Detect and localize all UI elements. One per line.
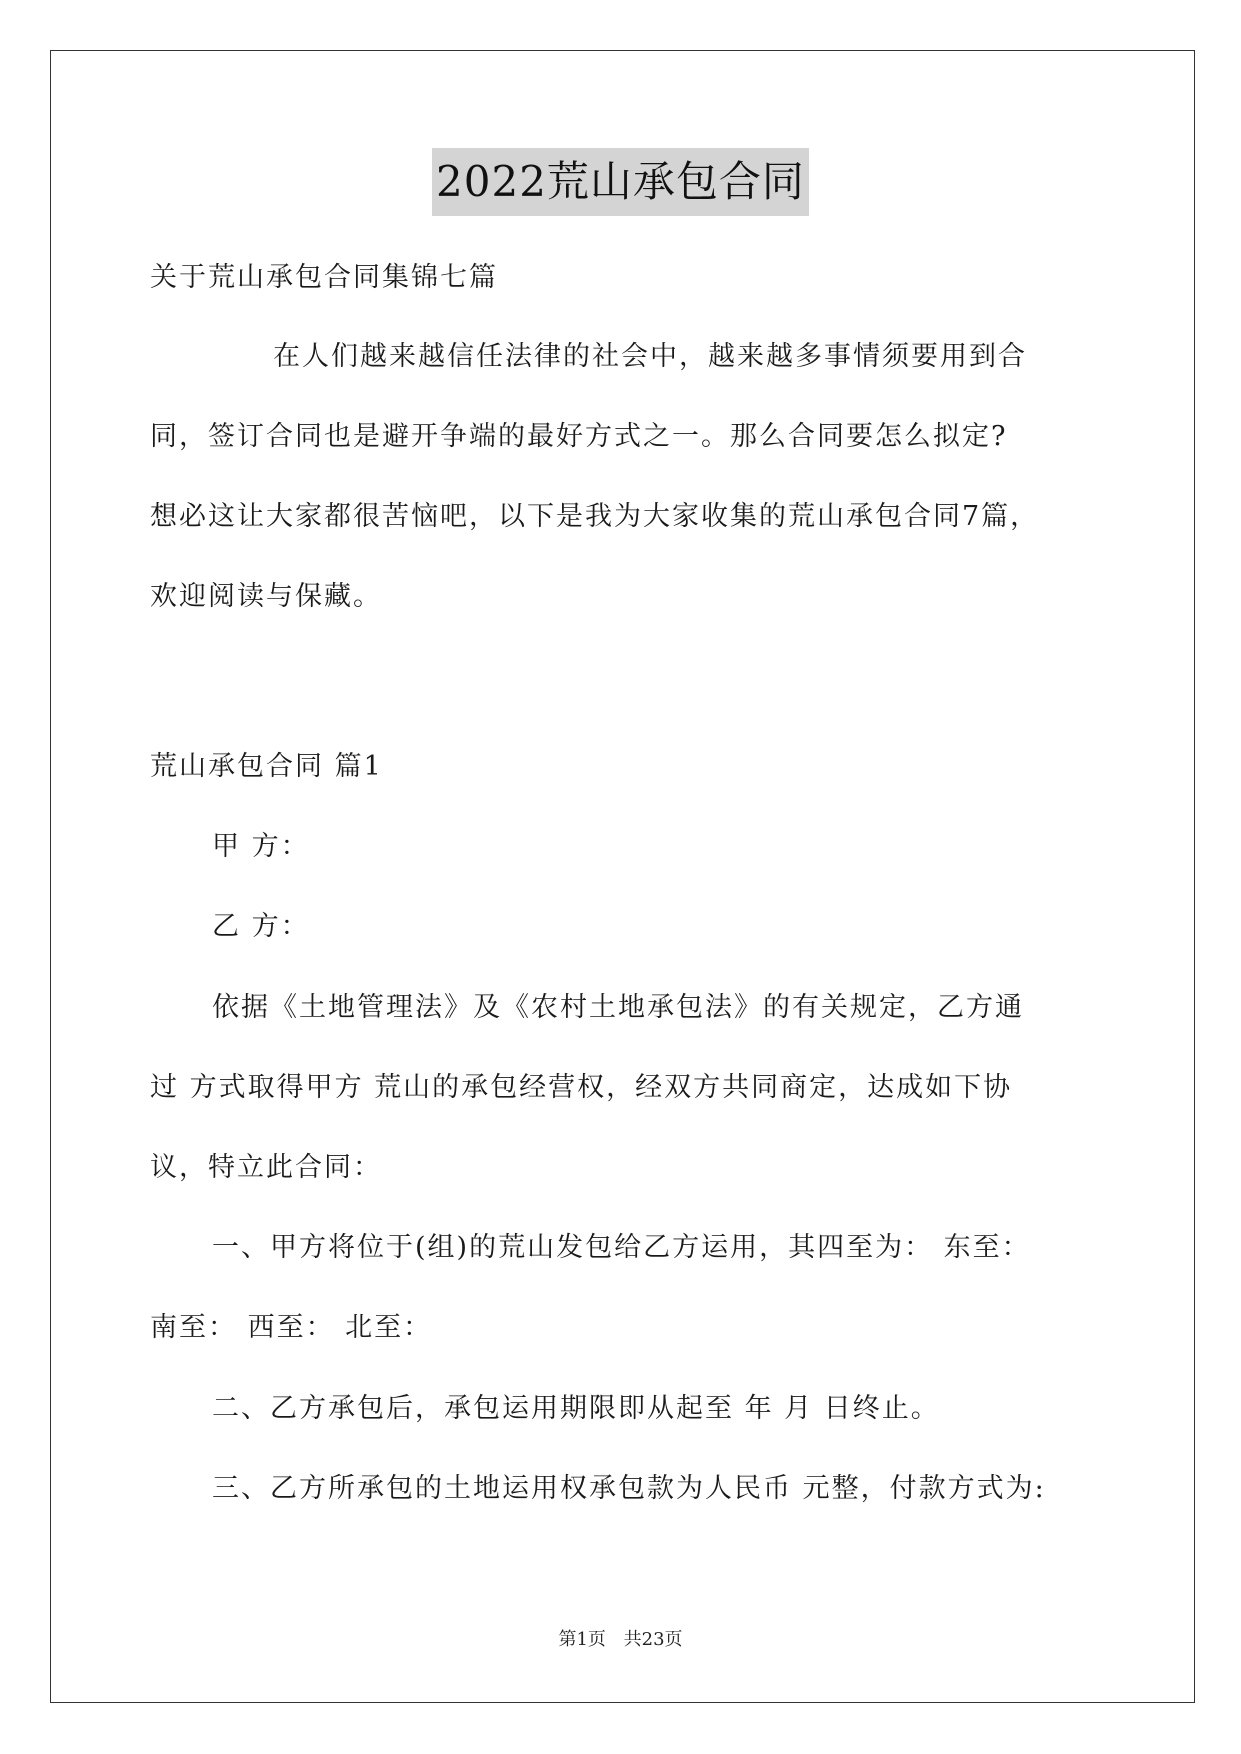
party-b-label: 乙 方： bbox=[212, 911, 310, 942]
clause-3: 三、乙方所承包的土地运用权承包款为人民币 元整，付款方式为: bbox=[212, 1473, 1046, 1504]
clause-2: 二、乙方承包后，承包运用期限即从起至 年 月 日终止。 bbox=[212, 1393, 940, 1424]
page-number-total: 共23页 bbox=[623, 1629, 683, 1650]
intro-line-1: 在人们越来越信任法律的社会中，越来越多事情须要用到合 bbox=[273, 341, 1027, 372]
clause-1-line-1: 一、甲方将位于(组)的荒山发包给乙方运用，其四至为： 东至： bbox=[212, 1232, 1031, 1263]
basis-line-3: 议，特立此合同： bbox=[150, 1152, 382, 1183]
page-number-current: 第1页 bbox=[558, 1629, 606, 1650]
intro-line-3: 想必这让大家都很苦恼吧，以下是我为大家收集的荒山承包合同7篇， bbox=[150, 501, 1040, 532]
document-subtitle: 关于荒山承包合同集锦七篇 bbox=[150, 262, 498, 293]
party-a-label: 甲 方： bbox=[212, 831, 310, 862]
intro-line-2: 同，签订合同也是避开争端的最好方式之一。那么合同要怎么拟定? bbox=[150, 421, 1008, 452]
document-title: 2022荒山承包合同 bbox=[432, 148, 809, 216]
section-heading: 荒山承包合同 篇1 bbox=[150, 751, 383, 782]
page-footer bbox=[0, 1628, 1241, 1652]
basis-line-2: 过 方式取得甲方 荒山的承包经营权，经双方共同商定，达成如下协 bbox=[150, 1072, 1013, 1103]
title-container bbox=[0, 148, 1241, 216]
basis-line-1: 依据《土地管理法》及《农村土地承包法》的有关规定，乙方通 bbox=[212, 992, 1024, 1023]
clause-1-line-2: 南至： 西至： 北至： bbox=[150, 1312, 433, 1343]
intro-line-4: 欢迎阅读与保藏。 bbox=[150, 581, 382, 612]
